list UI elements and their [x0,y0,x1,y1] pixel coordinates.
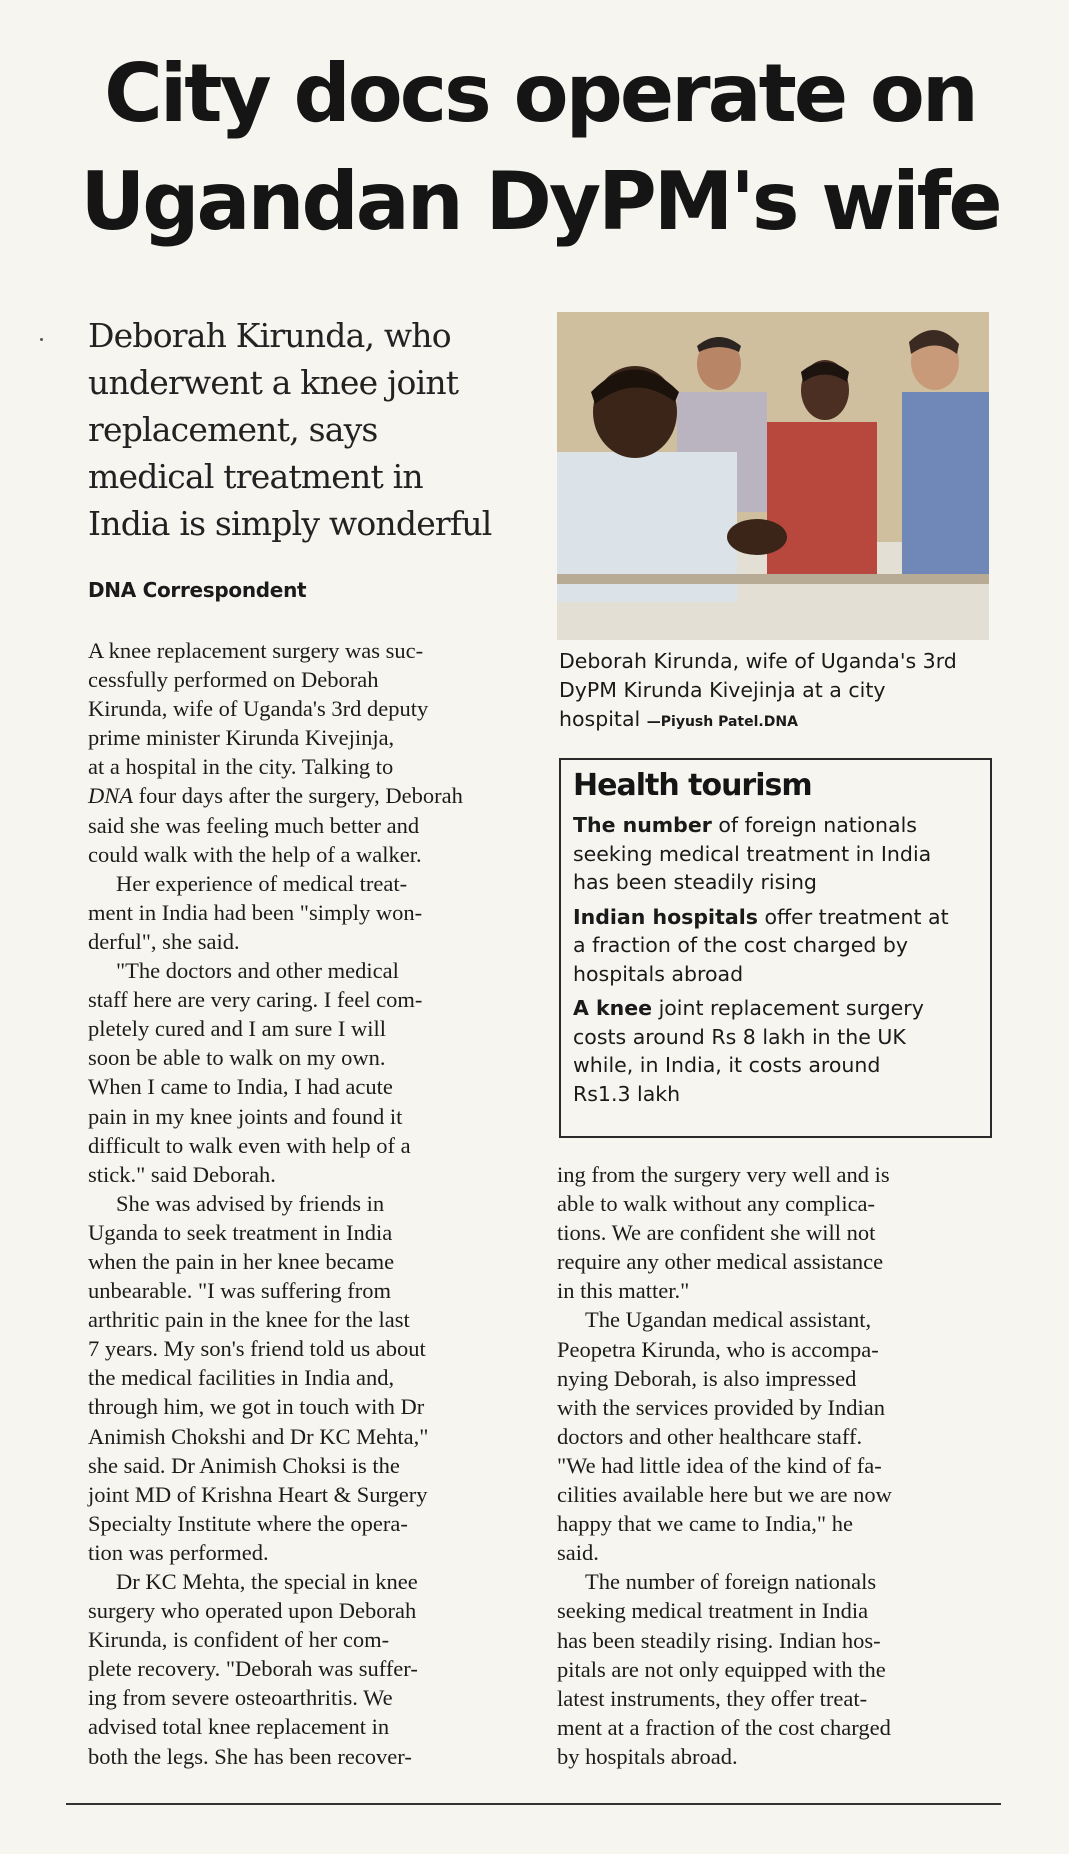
text-line: arthritic pain in the knee for the last [88,1307,410,1333]
point-lead: Indian hospitals [573,904,758,929]
text-line: by hospitals abroad. [557,1743,738,1769]
deck [88,312,538,547]
paragraph [88,1567,528,1771]
text-line: through him, we got in touch with Dr [88,1394,425,1420]
paragraph [557,1305,997,1567]
text-line: ing from severe osteoarthritis. We [88,1685,393,1711]
deck-line: replacement, says [88,410,378,449]
sidebar-point [573,903,978,989]
headline [60,40,1020,256]
point-line: while, in India, it costs around [573,1053,881,1077]
point-text: offer treatment at [757,904,949,929]
deck-line: medical treatment in [88,457,423,496]
text-line: derful", she said. [88,928,240,954]
text-line: could walk with the help of a walker. [88,841,422,867]
paragraph [88,1189,528,1567]
article-column-1 [88,636,528,1771]
text-run: four days after the surgery, Deborah [138,783,463,809]
deck-line: India is simply wonderful [88,504,492,543]
text-line: ment in India had been "simply won- [88,899,423,925]
caption-line: Deborah Kirunda, wife of Uganda's 3rd [559,649,957,673]
headline-line-1: City docs operate on [104,47,976,140]
text-line: Specialty Institute where the opera- [88,1510,408,1536]
photo-credit: —Piyush Patel.DNA [646,714,798,730]
point-line [573,811,978,840]
point-text: of foreign nationals [711,813,917,837]
text-line: cilities available here but we are now [557,1482,892,1508]
sidebar-point [573,811,978,897]
text-line: prime minister Kirunda Kivejinja, [88,725,395,751]
health-tourism-box [559,758,992,1138]
text-line: ing from the surgery very well and is [557,1162,890,1187]
point-lead: The number [573,813,712,837]
paragraph [88,636,528,869]
text-line: both the legs. She has been recover- [88,1743,412,1769]
photo-caption [559,647,999,737]
bottom-rule [66,1803,1001,1805]
text-line: unbearable. "I was suffering from [88,1278,392,1304]
paragraph [88,956,528,1189]
text-run: at a hospital in the city. Talking to [88,754,394,780]
text-line: She was advised by friends in [116,1190,385,1216]
text-line: surgery who operated upon Deborah [88,1598,417,1624]
point-lead: A knee [573,996,653,1020]
text-line: The number of foreign nationals [585,1569,877,1595]
text-line: the medical facilities in India and, [88,1365,395,1391]
paragraph [557,1160,997,1305]
point-line: a fraction of the cost charged by [573,933,909,957]
text-line: tion was performed. [88,1539,269,1565]
point-line: hospitals abroad [573,961,744,986]
news-photo [557,312,989,640]
text-line: in this matter." [557,1278,690,1304]
caption-run: hospital [559,707,641,731]
text-line: pitals are not only equipped with the [557,1656,886,1682]
caption-line [559,705,999,737]
speck [40,338,43,341]
text-line: Uganda to seek treatment in India [88,1219,393,1245]
text-line: When I came to India, I had acute [88,1074,393,1100]
sidebar-title: Health tourism [573,768,812,803]
text-line: able to walk without any complica- [557,1191,876,1217]
text-line: seeking medical treatment in India [557,1598,869,1624]
point-line: seeking medical treatment in India [573,841,932,866]
deck-line: underwent a knee joint [88,363,459,402]
headline-line-2: Ugandan DyPM's wife [80,155,1000,248]
publication-name: DNA [88,783,133,809]
text-line: soon be able to walk on my own. [88,1045,386,1071]
text-line: ment at a fraction of the cost charged [557,1714,891,1740]
paragraph [557,1567,997,1771]
deck-line: Deborah Kirunda, who [88,316,451,355]
text-line: when the pain in her knee became [88,1248,395,1274]
text-line: Her experience of medical treat- [116,870,408,896]
text-line: plete recovery. "Deborah was suffer- [88,1656,418,1682]
sidebar-point [573,994,978,1108]
text-line: with the services provided by Indian [557,1394,886,1420]
text-line: Animish Chokshi and Dr KC Mehta," [88,1423,429,1449]
text-line: has been steadily rising. Indian hos- [557,1627,881,1653]
text-line: A knee replacement surgery was suc- [88,638,424,663]
text-line: advised total knee replacement in [88,1714,390,1740]
text-line: Peopetra Kirunda, who is accompa- [557,1336,879,1362]
text-line: latest instruments, they offer treat- [557,1685,868,1711]
text-line: pain in my knee joints and found it [88,1103,403,1129]
text-line: doctors and other healthcare staff. [557,1423,863,1449]
text-line: The Ugandan medical assistant, [585,1307,872,1333]
caption-line: DyPM Kirunda Kivejinja at a city [559,678,886,702]
byline: DNA Correspondent [88,578,307,602]
paragraph [88,869,528,956]
point-line: costs around Rs 8 lakh in the UK [573,1024,906,1049]
text-line: Kirunda, wife of Uganda's 3rd deputy [88,696,429,722]
text-line: "We had little idea of the kind of fa- [557,1452,882,1478]
text-line [88,752,528,781]
point-line: Rs1.3 lakh [573,1081,681,1106]
text-line: happy that we came to India," he [557,1511,853,1537]
text-line: "The doctors and other medical [116,958,399,984]
text-line [88,781,528,810]
point-line [573,994,978,1023]
text-line: 7 years. My son's friend told us about [88,1336,426,1362]
text-line: stick." said Deborah. [88,1161,276,1187]
text-line: joint MD of Krishna Heart & Surgery [88,1481,428,1507]
text-line: Kirunda, is confident of her com- [88,1627,390,1653]
point-text: joint replacement surgery [652,996,924,1020]
text-line: staff here are very caring. I feel com- [88,987,423,1013]
text-line: nying Deborah, is also impressed [557,1365,857,1391]
point-line [573,903,978,932]
text-line: she said. Dr Animish Choksi is the [88,1452,400,1478]
point-line: has been steadily rising [573,870,817,894]
text-line: require any other medical assistance [557,1249,884,1275]
text-line: said. [557,1540,599,1566]
text-line: tions. We are confident she will not [557,1220,876,1246]
photo-illustration [557,312,989,640]
text-line: said she was feeling much better and [88,812,420,838]
text-line: difficult to walk even with help of a [88,1132,411,1158]
text-line: cessfully performed on Deborah [88,667,379,693]
article-column-2 [557,1160,997,1771]
text-line: Dr KC Mehta, the special in knee [116,1569,418,1594]
text-line: pletely cured and I am sure I will [88,1016,387,1042]
